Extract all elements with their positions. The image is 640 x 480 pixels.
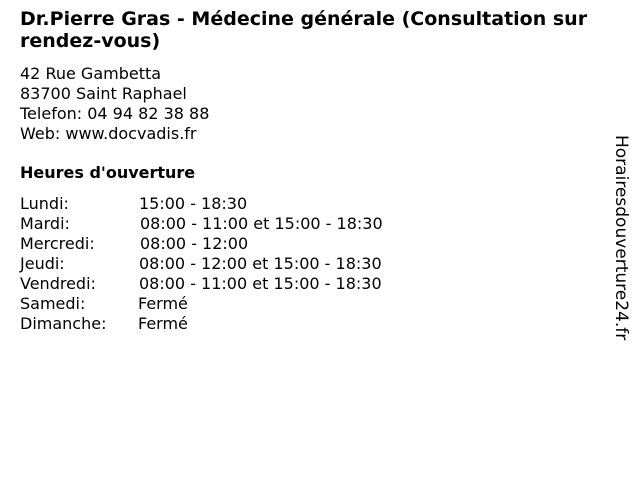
day-label: Mardi: bbox=[20, 214, 70, 233]
day-label: Lundi: bbox=[20, 194, 69, 213]
website: Web: www.docvadis.fr bbox=[20, 124, 197, 143]
hours-heading: Heures d'ouverture bbox=[20, 163, 196, 182]
time-range: 08:00 - 12:00 bbox=[140, 234, 249, 253]
day-label: Dimanche: bbox=[20, 314, 107, 333]
site-watermark: Horairesdouverture24.fr bbox=[611, 135, 631, 341]
city-address: 83700 Saint Raphael bbox=[20, 84, 187, 103]
time-range: 08:00 - 12:00 et 15:00 - 18:30 bbox=[139, 254, 382, 273]
street-address: 42 Rue Gambetta bbox=[20, 64, 162, 83]
time-range: Fermé bbox=[138, 294, 188, 313]
address-block bbox=[20, 64, 209, 144]
day-label: Samedi: bbox=[20, 294, 86, 313]
time-range: 15:00 - 18:30 bbox=[139, 194, 248, 213]
time-range: 08:00 - 11:00 et 15:00 - 18:30 bbox=[140, 214, 383, 233]
phone-number: Telefon: 04 94 82 38 88 bbox=[20, 104, 210, 123]
day-label: Mercredi: bbox=[20, 234, 95, 253]
page-title: Dr.Pierre Gras - Médecine générale (Consultation sur rendez-vous) bbox=[20, 8, 588, 52]
time-range: Fermé bbox=[138, 314, 188, 333]
day-label: Vendredi: bbox=[20, 274, 96, 293]
day-label: Jeudi: bbox=[20, 254, 65, 273]
time-range: 08:00 - 11:00 et 15:00 - 18:30 bbox=[139, 274, 382, 293]
